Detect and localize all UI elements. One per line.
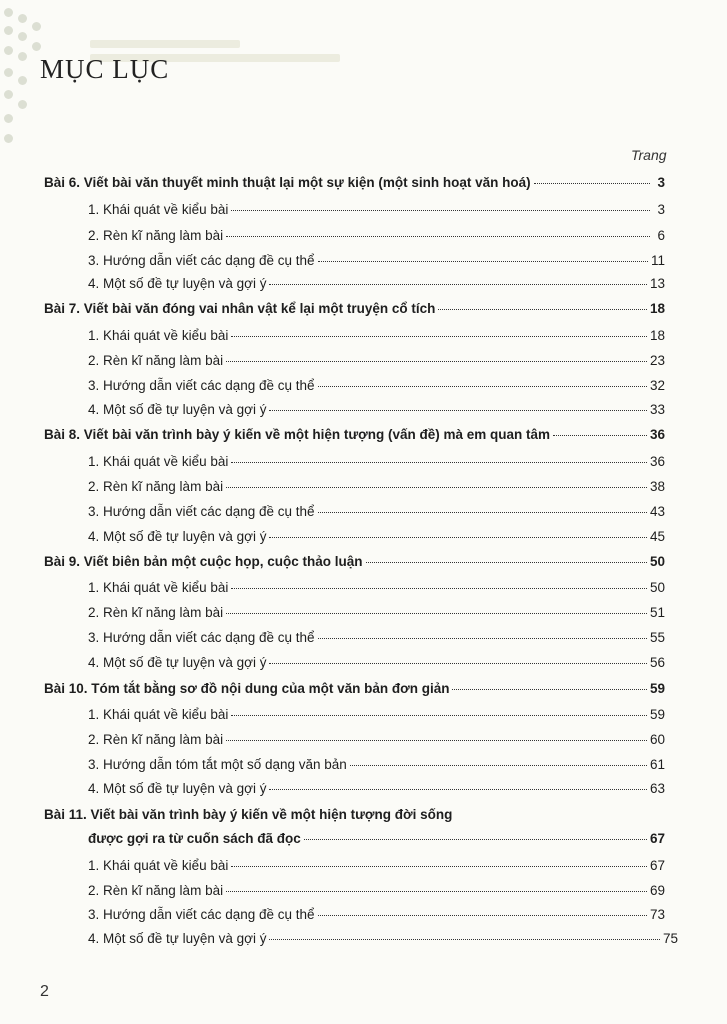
toc-entry-label: 4. Một số đề tự luyện và gợi ý <box>88 276 267 291</box>
toc-entry-page: 32 <box>649 378 665 393</box>
toc-entry-page: 50 <box>649 554 665 569</box>
toc-entry[interactable] <box>88 227 665 245</box>
dot-leader <box>231 335 647 337</box>
dot-leader <box>269 788 646 790</box>
toc-entry[interactable] <box>88 252 665 270</box>
dot-leader <box>231 209 650 211</box>
toc-entry-page: 67 <box>649 831 665 846</box>
toc-entry-label: 2. Rèn kĩ năng làm bài <box>88 353 224 368</box>
toc-entry-lesson-10[interactable] <box>44 680 665 698</box>
toc-entry[interactable] <box>88 503 665 521</box>
toc-entry-page: 11 <box>650 253 665 268</box>
toc-entry[interactable] <box>88 731 665 749</box>
toc-entry-page: 18 <box>649 301 665 316</box>
toc-entry-lesson-11[interactable] <box>88 830 665 848</box>
toc-entry[interactable] <box>88 882 665 900</box>
toc-entry-label: 2. Rèn kĩ năng làm bài <box>88 605 224 620</box>
dot-leader <box>231 587 647 589</box>
toc-entry-label: 1. Khái quát về kiểu bài <box>88 328 229 343</box>
toc-entry-label: 3. Hướng dẫn viết các dạng đề cụ thể <box>88 907 315 922</box>
toc-entry[interactable] <box>88 401 665 419</box>
dot-leader <box>318 511 647 513</box>
dot-leader <box>231 865 647 867</box>
toc-entry-page: 69 <box>649 883 665 898</box>
toc-entry-lesson-11-title: Bài 11. Viết bài văn trình bày ý kiến về một hiện tượng đời sống <box>44 807 453 822</box>
toc-entry-page: 43 <box>649 504 665 519</box>
toc-entry-page: 75 <box>662 931 678 946</box>
dot-leader <box>304 838 647 840</box>
page-number: 2 <box>40 983 49 1000</box>
page-title: MỤC LỤC <box>40 54 170 84</box>
toc-entry[interactable] <box>88 352 665 370</box>
toc-entry-label: được gợi ra từ cuốn sách đã đọc <box>88 831 301 846</box>
toc-entry-label: Bài 6. Viết bài văn thuyết minh thuật lại một sự kiện (một sinh hoạt văn hoá) <box>44 175 531 190</box>
toc-entry-page: 51 <box>649 605 665 620</box>
toc-entry[interactable] <box>88 756 665 774</box>
dot-leader <box>231 714 647 716</box>
toc-entry-label: 4. Một số đề tự luyện và gợi ý <box>88 402 267 417</box>
toc-entry-page: 3 <box>657 175 665 190</box>
toc-entry[interactable] <box>88 857 665 875</box>
dot-leader <box>226 612 647 614</box>
toc-entry-page: 23 <box>649 353 665 368</box>
toc-entry-page: 73 <box>649 907 665 922</box>
toc-entry[interactable] <box>88 906 665 924</box>
dot-leader <box>269 536 646 538</box>
toc-entry-lesson-7[interactable] <box>44 300 665 318</box>
toc-entry-label: 2. Rèn kĩ năng làm bài <box>88 732 224 747</box>
toc-entry-page: 56 <box>649 655 665 670</box>
toc-entry-label: 3. Hướng dẫn viết các dạng đề cụ thể <box>88 378 315 393</box>
toc-entry[interactable] <box>88 377 665 395</box>
toc-entry-page: 36 <box>649 454 665 469</box>
toc-entry-page: 13 <box>649 276 665 291</box>
toc-entry-label: Bài 9. Viết biên bản một cuộc họp, cuộc thảo luận <box>44 554 363 569</box>
dot-leader <box>534 182 650 184</box>
toc-entry-label: 2. Rèn kĩ năng làm bài <box>88 479 224 494</box>
toc-entry-label: 2. Rèn kĩ năng làm bài <box>88 228 224 243</box>
toc-entry[interactable] <box>88 706 665 724</box>
toc-entry[interactable] <box>88 453 665 471</box>
toc-entry-label: 1. Khái quát về kiểu bài <box>88 454 229 469</box>
toc-entry-lesson-9[interactable] <box>44 553 665 571</box>
toc-entry-lesson-6[interactable] <box>44 174 665 192</box>
toc-entry-label: Bài 7. Viết bài văn đóng vai nhân vật kể lại một truyện cổ tích <box>44 301 436 316</box>
toc-entry[interactable] <box>88 327 665 345</box>
toc-entry-page: 59 <box>649 681 665 696</box>
toc-entry-label: 1. Khái quát về kiểu bài <box>88 858 229 873</box>
toc-entry[interactable] <box>88 604 665 622</box>
toc-entry-label: 4. Một số đề tự luyện và gợi ý <box>88 781 267 796</box>
dot-leader <box>318 385 647 387</box>
toc-entry-page: 61 <box>649 757 665 772</box>
toc-entry-label: 1. Khái quát về kiểu bài <box>88 202 229 217</box>
dot-leader <box>318 637 647 639</box>
dot-leader <box>318 914 647 916</box>
toc-entry-page: 33 <box>649 402 665 417</box>
toc-entry-label: Bài 8. Viết bài văn trình bày ý kiến về một hiện tượng (vấn đề) mà em quan tâm <box>44 427 550 442</box>
toc-entry-page: 18 <box>649 328 665 343</box>
toc-entry-label: Bài 10. Tóm tắt bằng sơ đồ nội dung của một văn bản đơn giản <box>44 681 450 696</box>
dot-leader <box>366 561 647 563</box>
toc-entry-label: 4. Một số đề tự luyện và gợi ý <box>88 529 267 544</box>
dot-leader <box>553 434 647 436</box>
toc-entry-page: 36 <box>649 427 665 442</box>
toc-entry[interactable] <box>88 275 665 293</box>
dot-leader <box>438 308 647 310</box>
toc-entry-label: 1. Khái quát về kiểu bài <box>88 580 229 595</box>
toc-entry[interactable] <box>88 654 665 672</box>
dot-leader <box>269 938 659 940</box>
dot-leader <box>226 890 647 892</box>
page-column-label: Trang <box>631 147 667 163</box>
toc-entry-page: 60 <box>649 732 665 747</box>
toc-entry-page: 55 <box>649 630 665 645</box>
toc-entry-page: 6 <box>657 228 665 243</box>
toc-entry-lesson-8[interactable] <box>44 426 665 444</box>
toc-entry-label: 3. Hướng dẫn viết các dạng đề cụ thể <box>88 630 315 645</box>
toc-entry-label: 1. Khái quát về kiểu bài <box>88 707 229 722</box>
toc-entry[interactable] <box>88 478 665 496</box>
toc-entry[interactable] <box>88 201 665 219</box>
toc-entry[interactable] <box>88 930 678 948</box>
dot-leader <box>318 260 648 262</box>
toc-entry-label: 3. Hướng dẫn tóm tắt một số dạng văn bản <box>88 757 347 772</box>
dot-leader <box>226 360 647 362</box>
toc-entry-page: 67 <box>649 858 665 873</box>
toc-entry-page: 63 <box>649 781 665 796</box>
toc-entry[interactable] <box>88 780 665 798</box>
dot-leader <box>231 461 647 463</box>
dot-leader <box>226 235 650 237</box>
toc-entry-label: 3. Hướng dẫn viết các dạng đề cụ thể <box>88 253 315 268</box>
toc-entry[interactable] <box>88 629 665 647</box>
toc-entry[interactable] <box>88 528 665 546</box>
dot-leader <box>452 688 647 690</box>
dot-leader <box>269 409 646 411</box>
toc-entry-label: 4. Một số đề tự luyện và gợi ý <box>88 931 267 946</box>
dot-leader <box>269 283 646 285</box>
dot-leader <box>269 662 646 664</box>
toc-entry-label: 3. Hướng dẫn viết các dạng đề cụ thể <box>88 504 315 519</box>
toc-entry-page: 3 <box>657 202 665 217</box>
toc-entry-label: 2. Rèn kĩ năng làm bài <box>88 883 224 898</box>
toc-entry-page: 45 <box>649 529 665 544</box>
toc-entry[interactable] <box>88 579 665 597</box>
dot-leader <box>226 739 647 741</box>
toc-entry-page: 38 <box>649 479 665 494</box>
dot-leader <box>226 486 647 488</box>
dot-leader <box>350 764 647 766</box>
toc-entry-label: 4. Một số đề tự luyện và gợi ý <box>88 655 267 670</box>
toc-entry-page: 59 <box>649 707 665 722</box>
toc-entry-page: 50 <box>649 580 665 595</box>
